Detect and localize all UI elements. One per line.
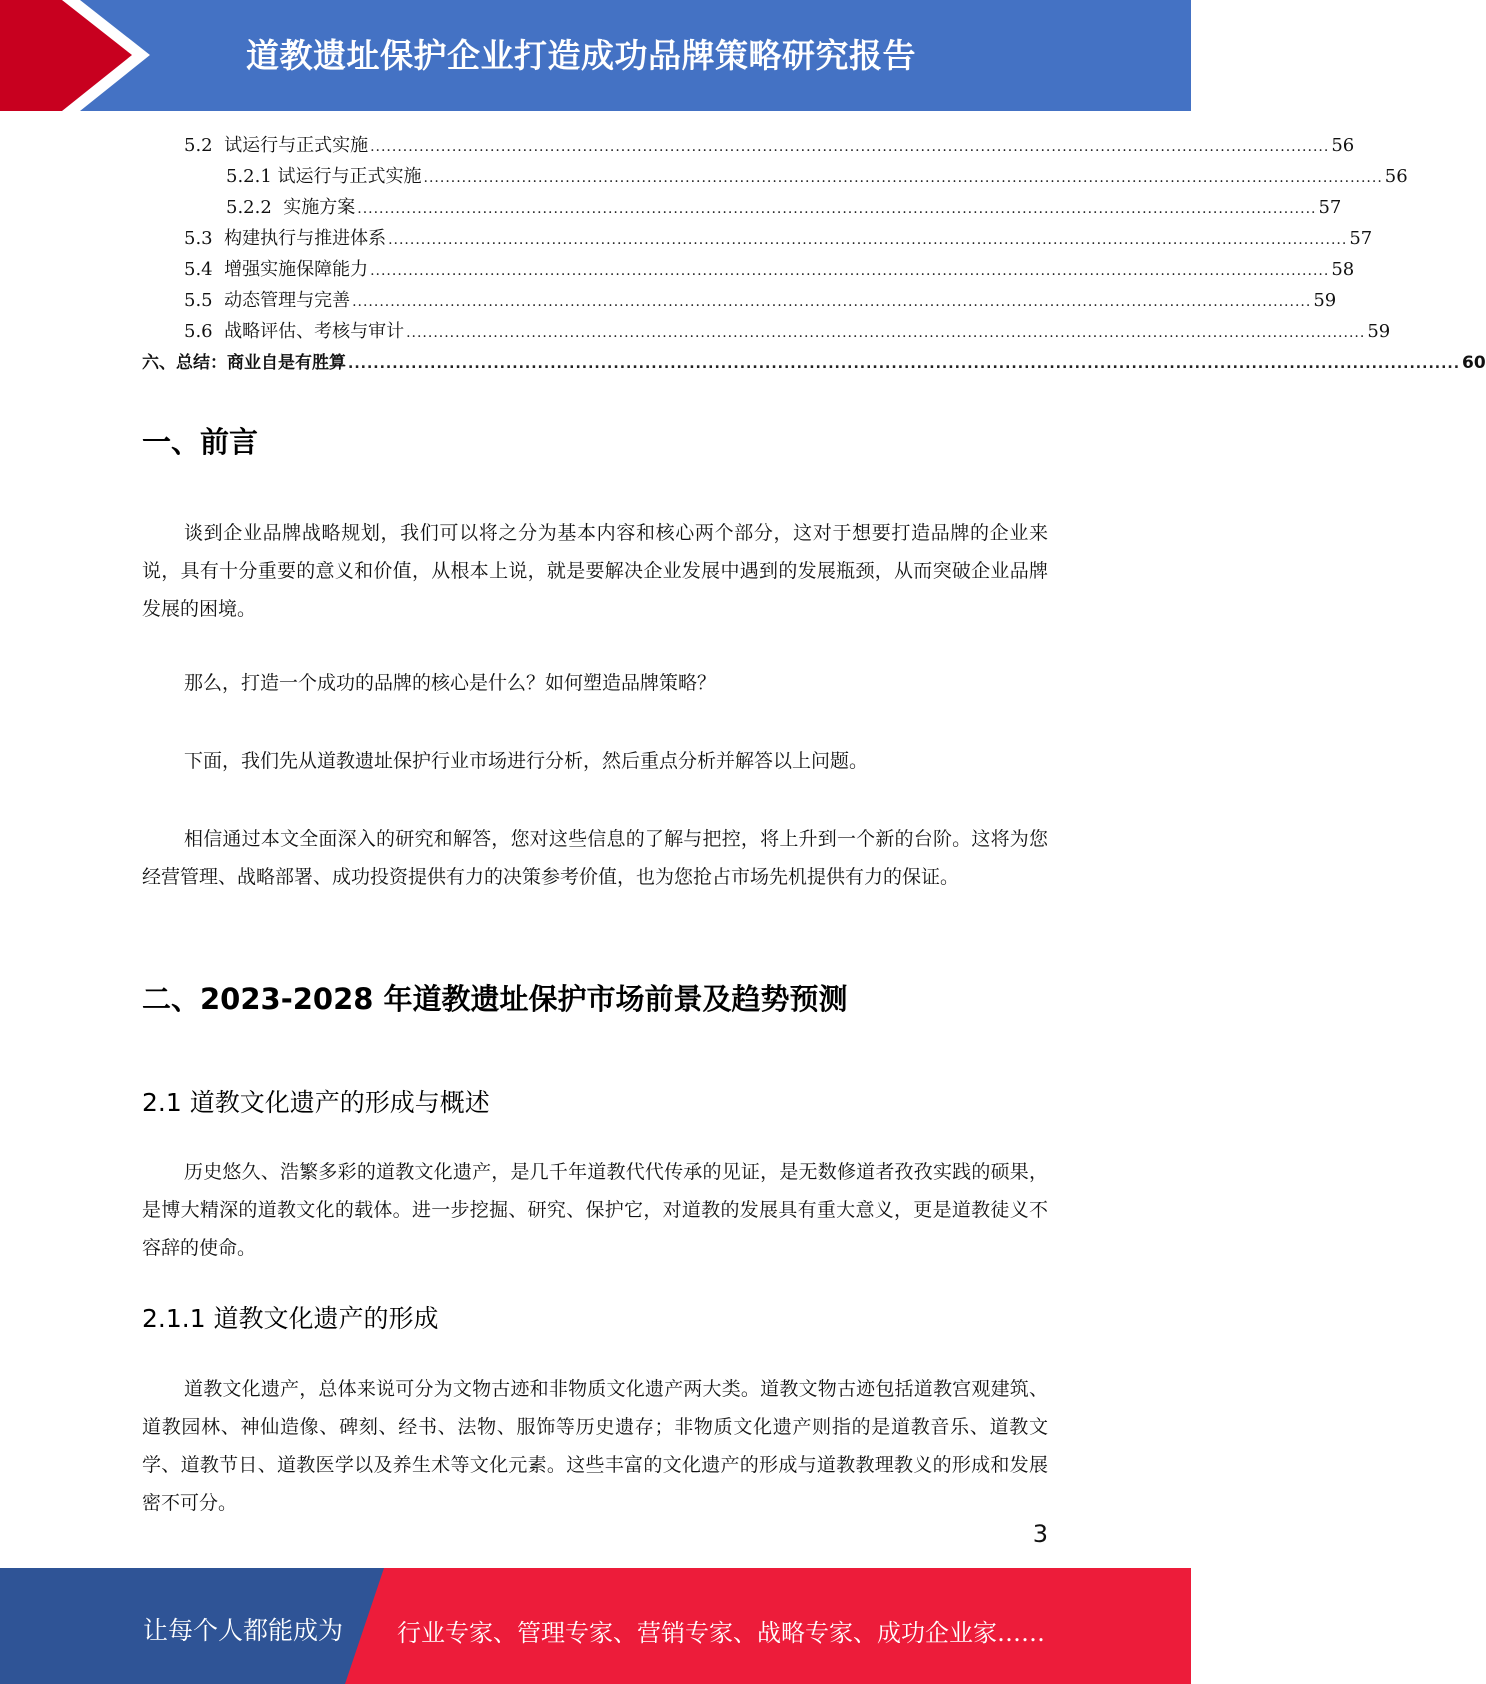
toc-leader-dots: ................................................................................................................................................................................ [370,263,1330,279]
toc-entry[interactable] [184,256,1355,284]
toc-entry-label: 5.6 战略评估、考核与审计 [184,321,405,342]
toc-entry[interactable] [184,318,1391,346]
toc-leader-dots: ................................................................................................................................................................................ [388,232,1348,248]
paragraph: 下面，我们先从道教遗址保护行业市场进行分析，然后重点分析并解答以上问题。 [184,750,869,772]
subsection-heading: 2.1.1 道教文化遗产的形成 [142,1304,439,1333]
toc-entry-page: 56 [1331,135,1355,156]
toc-entry-page: 58 [1331,259,1355,280]
page-number: 3 [1032,1520,1048,1548]
page-footer [0,1568,1191,1684]
toc-entry-page: 56 [1384,166,1408,187]
toc-entry[interactable] [226,163,1408,191]
footer-slogan-left: 让每个人都能成为 [143,1616,344,1645]
section-heading-market-outlook: 二、2023-2028 年道教遗址保护市场前景及趋势预测 [142,982,848,1016]
paragraph: 相信通过本文全面深入的研究和解答，您对这些信息的了解与把控，将上升到一个新的台阶。这将为您经营管理、战略部署、成功投资提供有力的决策参考价值，也为您抢占市场先机提供有力的保证。 [142,828,1048,888]
section-heading-preface: 一、前言 [142,425,259,459]
toc-leader-dots: ................................................................................................................................................................................ [352,294,1312,310]
toc-entry[interactable] [142,349,1486,377]
toc-entry-label: 5.2 试运行与正式实施 [184,135,369,156]
toc-leader-dots: ................................................................................................................................................................................ [357,201,1317,217]
toc-entry[interactable] [184,225,1373,253]
paragraph: 那么，打造一个成功的品牌的核心是什么？如何塑造品牌策略？ [184,672,717,694]
header-title: 道教遗址保护企业打造成功品牌策略研究报告 [246,36,916,75]
paragraph: 历史悠久、浩繁多彩的道教文化遗产，是几千年道教代代传承的见证，是无数修道者孜孜实践的硕果，是博大精深的道教文化的载体。进一步挖掘、研究、保护它，对道教的发展具有重大意义，更是道教徒义不容辞的使命。 [142,1161,1048,1259]
toc-entry-label: 5.3 构建执行与推进体系 [184,228,387,249]
toc-entry-page: 57 [1318,197,1342,218]
toc-leader-dots: ................................................................................................................................................................................ [406,325,1366,341]
toc-entry-label: 5.4 增强实施保障能力 [184,259,369,280]
toc-entry-page: 60 [1462,353,1486,373]
paragraph: 谈到企业品牌战略规划，我们可以将之分为基本内容和核心两个部分，这对于想要打造品牌的企业来说，具有十分重要的意义和价值，从根本上说，就是要解决企业发展中遇到的发展瓶颈，从而突破企业品牌发展的困境。 [142,522,1048,620]
subsection-heading: 2.1 道教文化遗产的形成与概述 [142,1088,490,1117]
toc-entry-label: 5.5 动态管理与完善 [184,290,351,311]
toc-leader-dots: ................................................................................................................................................................................ [423,170,1383,186]
toc-entry-page: 59 [1367,321,1391,342]
toc-entry[interactable] [226,194,1342,222]
toc-leader-dots: ................................................................................................................................................................................ [348,356,1461,372]
toc-entry-page: 59 [1313,290,1337,311]
footer-slogan-right: 行业专家、管理专家、营销专家、战略专家、成功企业家…… [397,1619,1045,1647]
page-header [0,0,1191,111]
toc-leader-dots: ................................................................................................................................................................................ [370,139,1330,155]
toc-entry-label: 5.2.2 实施方案 [226,197,356,218]
toc-entry-page: 57 [1349,228,1373,249]
paragraph: 道教文化遗产，总体来说可分为文物古迹和非物质文化遗产两大类。道教文物古迹包括道教宫观建筑、道教园林、神仙造像、碑刻、经书、法物、服饰等历史遗存；非物质文化遗产则指的是道教音乐、道教文学、道教节日、道教医学以及养生术等文化元素。这些丰富的文化遗产的形成与道教教理教义的形成和发展密不可分。 [142,1378,1048,1514]
toc-entry[interactable] [184,287,1337,315]
toc-entry[interactable] [184,132,1355,160]
toc-entry-label: 5.2.1 试运行与正式实施 [226,166,422,187]
toc-entry-label: 六、总结：商业自是有胜算 [142,353,346,373]
